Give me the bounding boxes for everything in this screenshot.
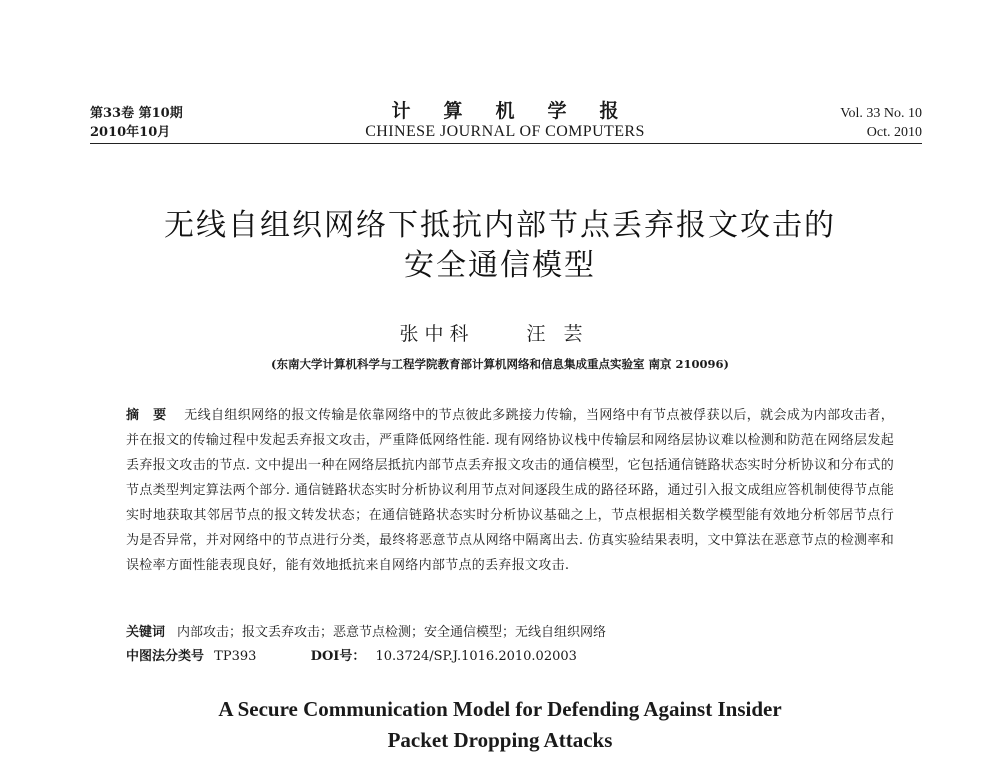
header-right bbox=[840, 104, 922, 142]
classification-value: TP393 bbox=[214, 649, 257, 664]
title-line-2: 安全通信模型 bbox=[404, 248, 596, 283]
volume-issue-cn: 第33卷 第10期 bbox=[90, 106, 183, 121]
affiliation: (东南大学计算机科学与工程学院教育部计算机网络和信息集成重点实验室 南京 210096) bbox=[271, 357, 729, 371]
title-line-1: 无线自组织网络下抵抗内部节点丢弃报文攻击的 bbox=[164, 208, 836, 243]
header-rule bbox=[90, 143, 922, 144]
author-2: 汪芸 bbox=[526, 323, 601, 345]
date-cn: 2010年10月 bbox=[90, 125, 171, 140]
english-title-line-2: Packet Dropping Attacks bbox=[387, 728, 613, 752]
journal-name-cn: 计算机学报 bbox=[391, 100, 652, 122]
classification-label: 中图法分类号 bbox=[126, 649, 205, 664]
english-title-line-1: A Secure Communication Model for Defending Against Insider bbox=[218, 697, 782, 721]
keywords-label: 关键词 bbox=[126, 625, 166, 640]
classification-line bbox=[126, 646, 894, 668]
keywords-text: 内部攻击；报文丢弃攻击；恶意节点检测；安全通信模型；无线自组织网络 bbox=[177, 625, 607, 640]
date-en: Oct. 2010 bbox=[866, 125, 922, 140]
journal-masthead bbox=[300, 100, 710, 142]
doi-value: 10.3724/SP.J.1016.2010.02003 bbox=[375, 649, 577, 664]
volume-issue-en: Vol. 33 No. 10 bbox=[840, 106, 922, 121]
abstract-text: 无线自组织网络的报文传输是依靠网络中的节点彼此多跳接力传输，当网络中有节点被俘获以后，就会成为内部攻击者，并在报文的传输过程中发起丢弃报文攻击，严重降低网络性能. 现有网络协议栈中传输层和网络层协议难以检测和防范在网络层发起丢弃报文攻击的节点. 文中提出一种在网络层抵抗内部节点丢弃报文攻击的通信模型，它包括通信链路状态实时分析协议和分布式的节点类型判定算法两个部分. 通信链路状态实时分析协议利用节点对间逐段生成的路径环路，通过引入报文成组应答机制使得节点能实时地获取其邻居节点的报文转发状态；在通信链路状态实时分析协议基础之上，节点根据相关数学模型能有效地分析邻居节点行为是否异常，并对网络中的节点进行分类，最终将恶意节点从网络中隔离出去. 仿真实验结果表明，文中算法在恶意节点的检测率和误检率方面性能表现良好，能有效地抵抗来自网络内部节点的丢弃报文攻击. bbox=[126, 408, 894, 573]
paper-title bbox=[60, 206, 940, 286]
abstract-label: 摘要 bbox=[126, 408, 181, 423]
author-1: 张中科 bbox=[399, 323, 475, 345]
journal-name-en: CHINESE JOURNAL OF COMPUTERS bbox=[365, 123, 645, 140]
doi-label: DOI号： bbox=[310, 649, 366, 664]
english-title bbox=[0, 694, 1000, 756]
author-list bbox=[0, 322, 1000, 346]
keywords bbox=[126, 622, 894, 644]
abstract bbox=[126, 403, 894, 578]
header-left bbox=[90, 104, 183, 142]
